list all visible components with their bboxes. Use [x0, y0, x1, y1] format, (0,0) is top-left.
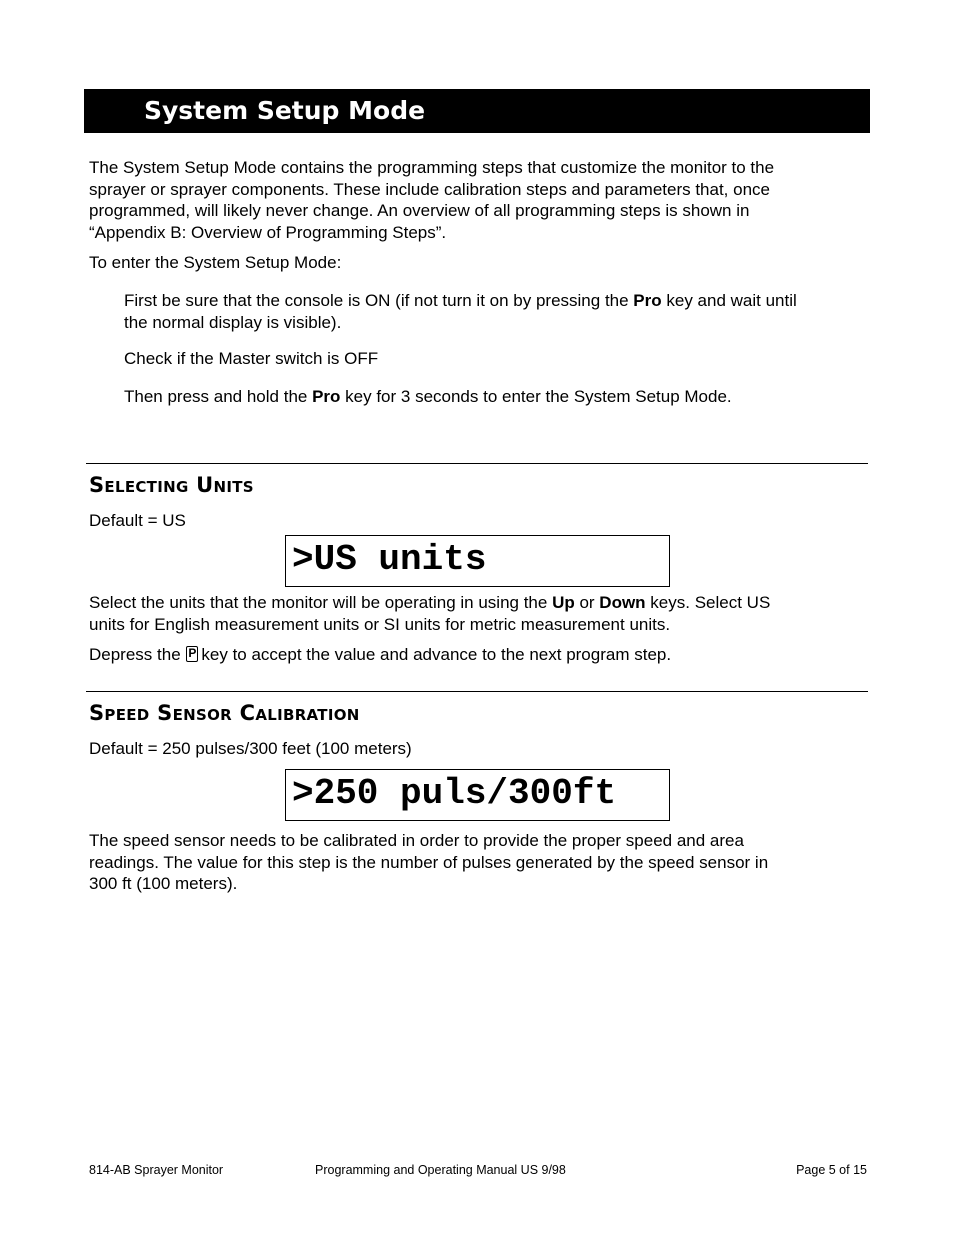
step-one-line-2: the normal display is visible). [124, 312, 342, 332]
units-display-text: >US units [292, 539, 487, 580]
step-three-text: Then press and hold the [124, 387, 313, 406]
step-one-text: First be sure that the console is ON (if not turn it on by pressing the [124, 291, 634, 310]
depress-text-end: key to accept the value and advance to the next program step. [201, 645, 672, 664]
units-desc-or: or [574, 593, 600, 612]
step-one [124, 290, 884, 333]
pro-key-label: Pro [633, 291, 662, 310]
units-default-text: Default = US [89, 511, 186, 530]
section-divider [86, 463, 868, 464]
speed-description [89, 830, 889, 895]
speed-description-line: The speed sensor needs to be calibrated in order to provide the proper speed and area [89, 831, 744, 850]
footer-center: Programming and Operating Manual US 9/98 [315, 1163, 566, 1177]
intro-line: sprayer or sprayer components. These include calibration steps and parameters that, once [89, 179, 770, 199]
footer-page-number: Page 5 of 15 [796, 1163, 867, 1177]
units-description-line-2: units for English measurement units or SI units for metric measurement units. [89, 614, 671, 634]
pro-key-label: Pro [312, 387, 341, 406]
units-description [89, 592, 889, 635]
step-one-line [124, 290, 884, 312]
depress-text: Depress the [89, 645, 186, 664]
step-three [124, 386, 732, 408]
pro-key-icon [186, 646, 198, 662]
units-desc-text-end: keys. Select US [645, 593, 771, 612]
speed-display-text: >250 puls/300ft [292, 773, 617, 814]
pro-key-glyph: P [188, 646, 197, 660]
up-key-label: Up [552, 593, 575, 612]
depress-key-text [89, 644, 671, 666]
enter-mode-text: To enter the System Setup Mode: [89, 253, 342, 272]
units-desc-text: Select the units that the monitor will be operating in using the [89, 593, 553, 612]
section-banner [84, 89, 870, 133]
units-description-line [89, 592, 889, 614]
intro-line: “Appendix B: Overview of Programming Steps”. [89, 222, 447, 242]
footer-left: 814-AB Sprayer Monitor [89, 1163, 224, 1177]
down-key-label: Down [599, 593, 646, 612]
selecting-units-heading: Selecting Units [89, 473, 254, 497]
speed-sensor-heading: Speed Sensor Calibration [89, 701, 360, 725]
speed-display-box [285, 769, 670, 821]
speed-description-line: readings. The value for this step is the number of pulses generated by the speed sensor in [89, 852, 769, 872]
page-title: System Setup Mode [144, 96, 426, 125]
step-two: Check if the Master switch is OFF [124, 349, 379, 368]
step-one-text-end: key and wait until [661, 291, 797, 310]
step-three-text-end: key for 3 seconds to enter the System Setup Mode. [340, 387, 732, 406]
intro-paragraph [89, 157, 889, 243]
speed-default-text: Default = 250 pulses/300 feet (100 meters) [89, 739, 412, 758]
intro-line: programmed, will likely never change. An overview of all programming steps is shown in [89, 201, 750, 220]
section-divider [86, 691, 868, 692]
intro-line: The System Setup Mode contains the programming steps that customize the monitor to the [89, 158, 775, 177]
speed-description-line: 300 ft (100 meters). [89, 874, 238, 893]
units-display-box [285, 535, 670, 587]
